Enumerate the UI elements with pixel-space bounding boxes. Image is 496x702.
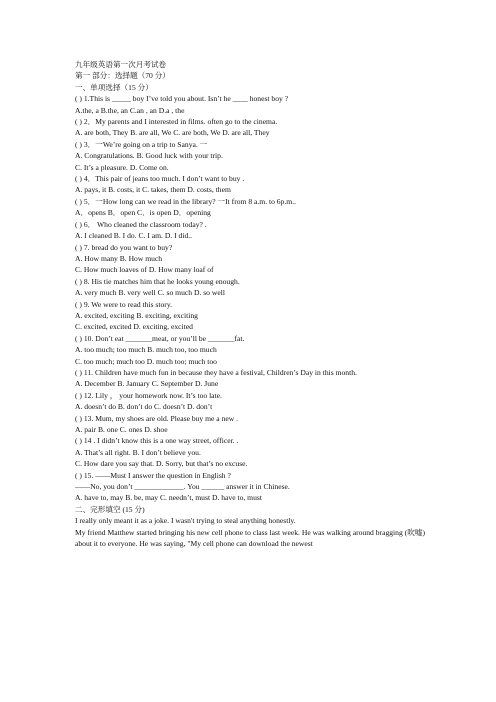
question-options: A. too much; too much B. much too, too much bbox=[75, 345, 217, 355]
question-options: ——No, you don’t _____________. You ______ answer it in Chinese. bbox=[75, 482, 290, 492]
question-stem: ( ) 6． Who cleaned the classroom today? . bbox=[75, 219, 207, 229]
question-stem: ( ) 15. ——Must I answer the question in English ? bbox=[75, 470, 231, 480]
question-options: A. How many B. How much bbox=[75, 253, 163, 263]
question-options: A. pair B. one C. ones D. shoe bbox=[75, 425, 168, 434]
question-options: A. are both, They B. are all, We C. are both, We D. are all, They bbox=[75, 128, 270, 138]
question-options: A. pays, it B. costs, it C. takes, them D. costs, them bbox=[75, 185, 231, 195]
question-stem: ( ) 7. bread do you want to buy? bbox=[75, 242, 173, 252]
question-options: C. How dare you say that. D. Sorry, but that’s no excuse. bbox=[75, 459, 248, 469]
question-list bbox=[75, 93, 425, 504]
question-options: A. doesn’t do B. don’t do C. doesn’t D. don’t bbox=[75, 402, 213, 412]
question-options: A．opens B．open C．is open D．opening bbox=[75, 208, 211, 218]
question-options: A. That’s all right. B. I don’t believe you. bbox=[75, 447, 201, 457]
question-stem: ( ) 14 . I didn’t know this is a one way street, officer. . bbox=[75, 436, 239, 446]
question-options: A. very much B. very well C. so much D. so well bbox=[75, 288, 225, 298]
question-options: C. It’s a pleasure. D. Come on. bbox=[75, 162, 169, 172]
part-heading: 第一 部分：选择题（70 分） bbox=[75, 71, 170, 81]
question-options: C. How much loaves of D. How many loaf of bbox=[75, 265, 214, 275]
cloze-paragraph-2: My friend Matthew started bringing his new cell phone to class last week. He was walking around bragging (吹嘘) about it to everyone. He was saying, "My cell phone can download the newest bbox=[75, 527, 425, 549]
question-stem: ( ) 11. Children have much fun in because they have a festival, Children’s Day in this month. bbox=[75, 367, 357, 377]
question-options: C. excited, excited D. exciting, excited bbox=[75, 322, 193, 332]
question-options: C. too much; much too D. much too; much too bbox=[75, 356, 217, 366]
question-options: A. excited, exciting B. exciting, exciting bbox=[75, 310, 198, 320]
question-options: A. December B. January C. September D. June bbox=[75, 379, 219, 389]
question-stem: ( ) 12. Lily ， your homework now. It’s too late. bbox=[75, 390, 222, 400]
question-options: A. have to, may B. be, may C. needn’t, must D. have to, must bbox=[75, 493, 262, 503]
question-stem: ( ) 3．一We’re going on a trip to Sanya. 一 bbox=[75, 139, 208, 149]
question-options: A. I cleaned B. I do. C. I am. D. I did.. bbox=[75, 231, 193, 241]
question-stem: ( ) 4．This pair of jeans too much. I don’t want to buy . bbox=[75, 174, 245, 184]
question-stem: ( ) 5．一How long can we read in the library? 一It from 8 a.m. to 6p.m.. bbox=[75, 196, 297, 206]
cloze-paragraph-1: I really only meant it as a joke. I wasn't trying to steal anything honestly. bbox=[75, 516, 296, 526]
exam-title: 九年级英语第一次月考试卷 bbox=[75, 60, 167, 69]
section-heading-cloze: 二、完形填空 (15 分) bbox=[75, 504, 145, 514]
question-options: A.the, a B.the, an C.an , an D.a , the bbox=[75, 105, 185, 115]
question-stem: ( ) 2．My parents and I interested in films. often go to the cinema. bbox=[75, 117, 278, 127]
question-stem: ( ) 1.This is _____ boy I’ve told you about. Isn’t he ____ honest boy ? bbox=[75, 94, 289, 104]
section-heading-multiple-choice: 一、单项选择（15 分） bbox=[75, 82, 153, 92]
exam-page bbox=[75, 59, 425, 549]
question-stem: ( ) 8. His tie matches him that he looks young enough. bbox=[75, 276, 240, 286]
question-stem: ( ) 9. We were to read this story. bbox=[75, 299, 173, 309]
question-stem: ( ) 13. Mum, my shoes are old. Please buy me a new . bbox=[75, 413, 239, 423]
question-options: A. Congratulations. B. Good luck with your trip. bbox=[75, 151, 223, 161]
question-stem: ( ) 10. Don’t eat _______meat, or you’ll be _______fat. bbox=[75, 333, 245, 343]
